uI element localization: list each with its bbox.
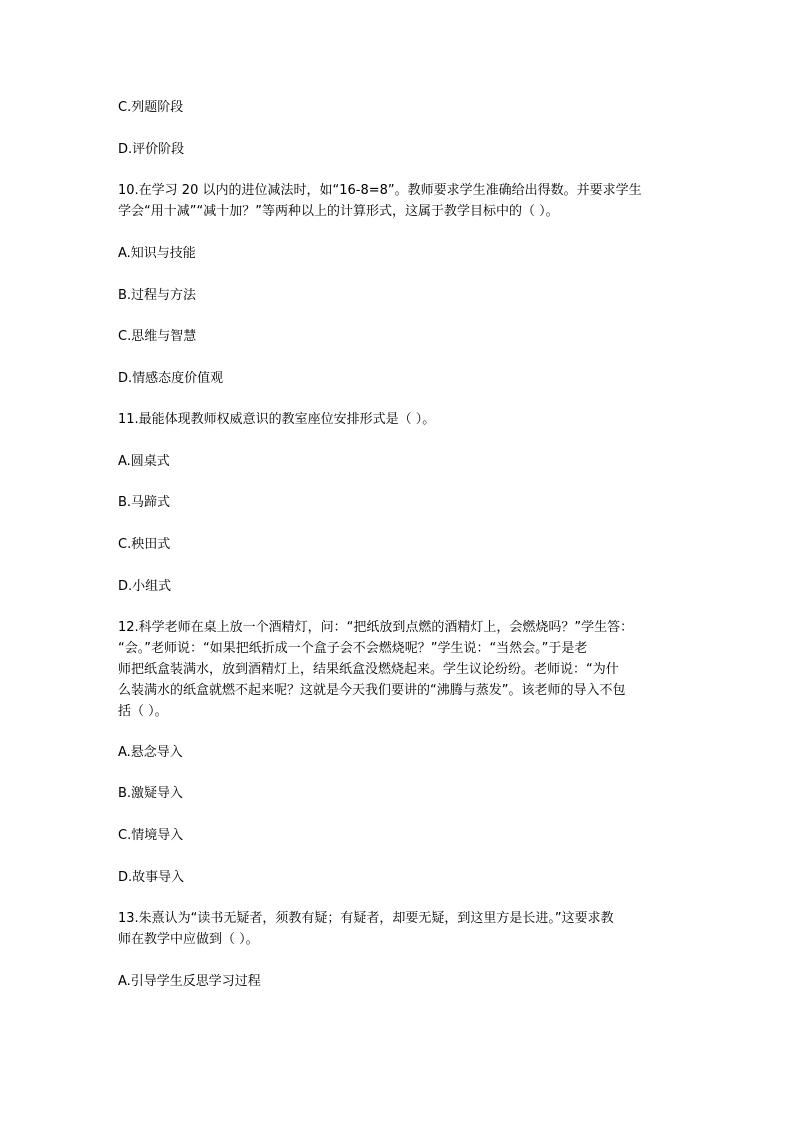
q10-stem [118,180,684,222]
q12-option-a: A.悬念导入 [118,745,183,760]
q12-option-b: B.激疑导入 [118,786,184,801]
q11-option-b: B.马蹄式 [118,495,171,510]
q12-stem-line: “会。”老师说：“如果把纸折成一个盒子会不会燃烧呢？”学生说：“当然会。”于是老 [118,641,588,656]
q12-stem [118,617,684,722]
q10-option-a: A.知识与技能 [118,246,196,261]
q13-stem-line: 师在教学中应做到（ ）。 [118,932,259,947]
q12-option-d: D.故事导入 [118,870,185,885]
q13-stem-line: 13.朱熹认为“读书无疑者，须教有疑；有疑者，却要无疑，到这里方是长进。”这要求教 [118,911,614,926]
q10-option-d: D.情感态度价值观 [118,371,224,386]
q11-option-d: D.小组式 [118,579,172,594]
q12-stem-line: 括（ ）。 [118,704,168,719]
q13-option-a: A.引导学生反思学习过程 [118,974,261,989]
q11-option-a: A.圆桌式 [118,454,170,469]
q9-option-c: C.列题阶段 [118,100,184,115]
q12-stem-line: 12.科学老师在桌上放一个酒精灯，问：“把纸放到点燃的酒精灯上，会燃烧吗？”学生答： [118,620,634,635]
q12-stem-line: 么装满水的纸盒就燃不起来呢？这就是今天我们要讲的“沸腾与蒸发”。该老师的导入不包 [118,683,626,698]
q13-stem [118,908,684,950]
q11-option-c: C.秧田式 [118,537,171,552]
q10-option-b: B.过程与方法 [118,288,197,303]
q12-stem-line: 师把纸盒装满水，放到酒精灯上，结果纸盒没燃烧起来。学生议论纷纷。老师说：“为什 [118,662,619,677]
q10-stem-line: 学会“用十减”“减十加？”等两种以上的计算形式，这属于教学目标中的（ ）。 [118,204,559,219]
q9-option-d: D.评价阶段 [118,142,185,157]
q12-option-c: C.情境导入 [118,828,184,843]
document-page [118,0,684,1123]
q10-stem-line: 10.在学习 20 以内的进位减法时，如“16-8=8”。教师要求学生准确给出得数。并要求学生 [118,183,642,198]
q11-stem: 11.最能体现教师权威意识的教室座位安排形式是（ ）。 [118,412,436,427]
q10-option-c: C.思维与智慧 [118,329,197,344]
